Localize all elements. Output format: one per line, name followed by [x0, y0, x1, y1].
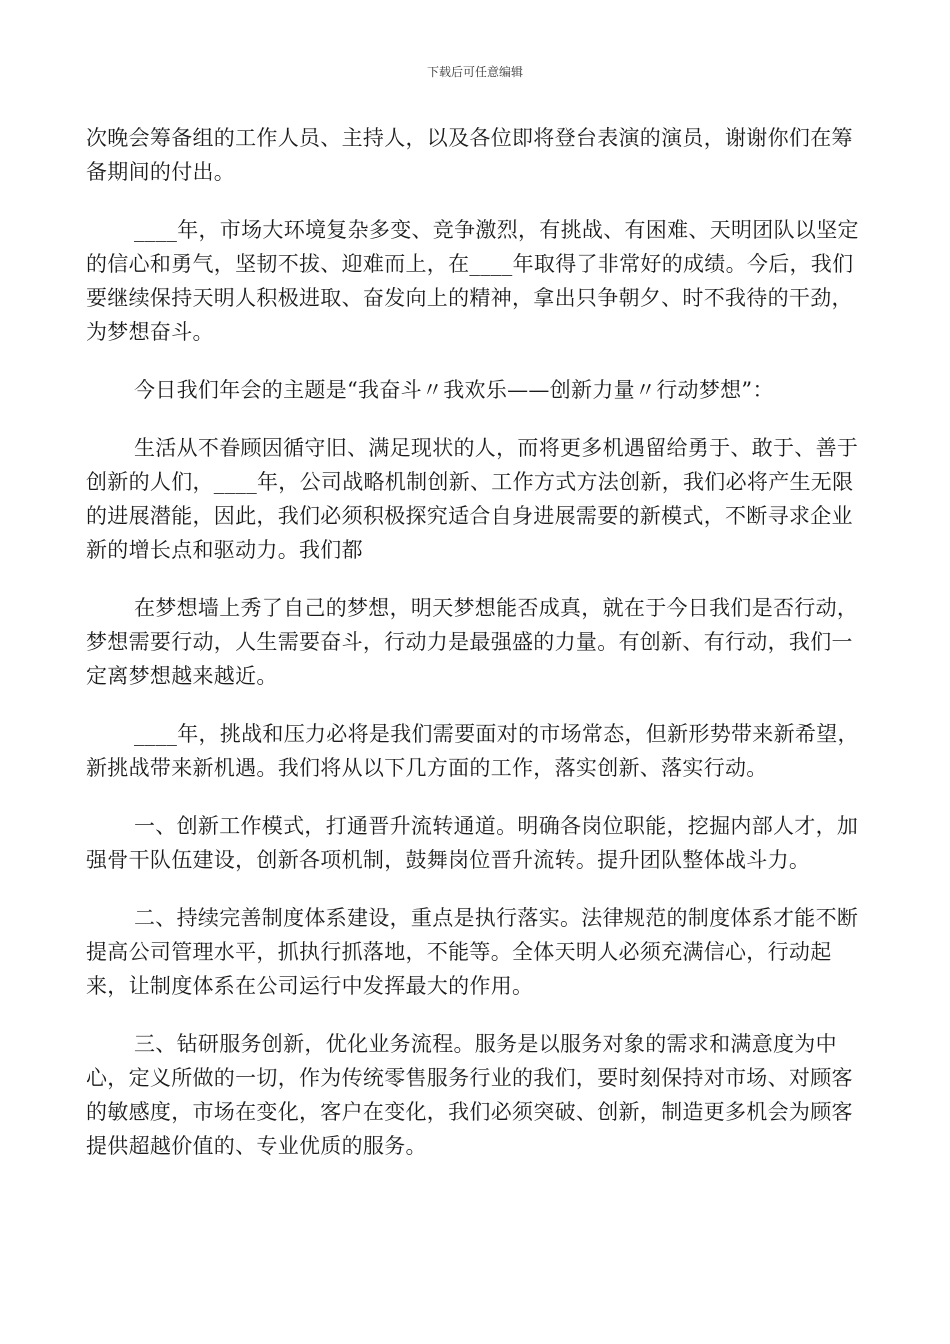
paragraph: 在梦想墙上秀了自己的梦想，明天梦想能否成真，就在于今日我们是否行动，梦想需要行动，人生需要奋斗，行动力是最强盛的力量。有创新、有行动，我们一定离梦想越来越近。 [86, 596, 859, 688]
paragraph: ____年，挑战和压力必将是我们需要面对的市场常态，但新形势带来新希望，新挑战带来新机遇。我们将从以下几方面的工作，落实创新、落实行动。 [86, 722, 859, 780]
paragraph: 一、创新工作模式，打通晋升流转通道。明确各岗位职能，挖掘内部人才，加强骨干队伍建设，创新各项机制，鼓舞岗位晋升流转。提升团队整体战斗力。 [86, 814, 859, 872]
paragraph: 三、钻研服务创新，优化业务流程。服务是以服务对象的需求和满意度为中心，定义所做的一切，作为传统零售服务行业的我们，要时刻保持对市场、对顾客的敏感度，市场在变化，客户在变化，我们必须突破、创新，制造更多机会为顾客提供超越价值的、专业优质的服务。 [86, 1032, 853, 1158]
page-header: 下载后可任意编辑 [426, 65, 523, 79]
paragraph: ____年，市场大环境复杂多变、竞争激烈，有挑战、有困难、天明团队以坚定的信心和勇气，坚韧不拔、迎难而上，在____年取得了非常好的成绩。今后，我们要继续保持天明人积极进取、奋发向上的精神，拿出只争朝夕、时不我待的干劲，为梦想奋斗。 [86, 218, 859, 344]
paragraph: 今日我们年会的主题是“我奋斗〃我欢乐——创新力量〃行动梦想”： [134, 378, 774, 402]
document-body [86, 121, 864, 1187]
paragraph: 次晚会筹备组的工作人员、主持人，以及各位即将登台表演的演员，谢谢你们在筹备期间的付出。 [86, 126, 853, 184]
paragraph: 二、持续完善制度体系建设，重点是执行落实。法律规范的制度体系才能不断提高公司管理水平，抓执行抓落地，不能等。全体天明人必须充满信心，行动起来，让制度体系在公司运行中发挥最大的作用。 [86, 906, 859, 998]
paragraph: 生活从不眷顾因循守旧、满足现状的人，而将更多机遇留给勇于、敢于、善于创新的人们，____年，公司战略机制创新、工作方式方法创新，我们必将产生无限的进展潜能，因此，我们必须积极探究适合自身进展需要的新模式，不断寻求企业新的增长点和驱动力。我们都 [86, 436, 859, 562]
